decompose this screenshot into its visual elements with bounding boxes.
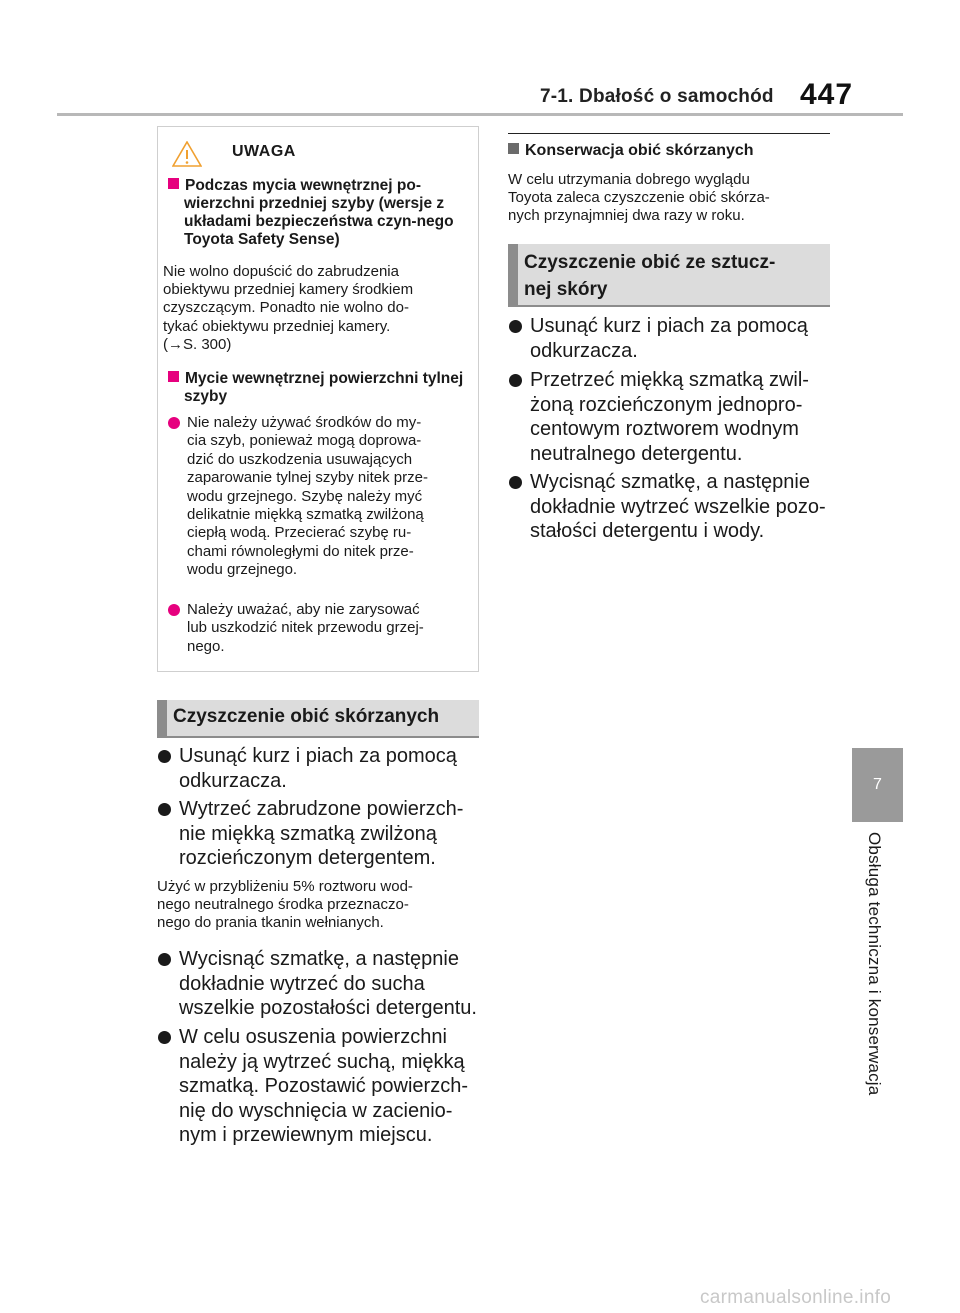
maintenance-body xyxy=(508,171,770,225)
bullet-dot-icon xyxy=(509,374,522,387)
bullet-dot-icon xyxy=(158,803,171,816)
text-line: odkurzacza. xyxy=(530,339,638,362)
square-bullet-icon xyxy=(168,371,179,382)
text-line: cia szyb, ponieważ mogą doprowa- xyxy=(187,432,422,450)
bullet-dot-icon xyxy=(158,750,171,763)
watermark: carmanualsonline.info xyxy=(700,1287,892,1308)
text-line: obiektywu przedniej kamery środkiem xyxy=(163,281,414,299)
text-line: żoną rozcieńczonym jednopro- xyxy=(530,393,803,416)
text-line: delikatnie miękką szmatką zwilżoną xyxy=(187,506,424,524)
leather-step-4 xyxy=(157,1025,487,1148)
synthetic-step-1 xyxy=(508,314,838,363)
text-line: Czyszczenie obić ze sztucz- xyxy=(524,252,776,273)
subsection-rule xyxy=(508,133,830,134)
text-line: nego. xyxy=(187,637,225,655)
text-line: należy ją wytrzeć suchą, miękką xyxy=(179,1050,465,1073)
text-line: wodu grzejnego. xyxy=(187,561,298,579)
text-line: Wycisnąć szmatkę, a następnie xyxy=(179,948,459,970)
warning-body-windshield xyxy=(163,263,413,354)
text-line: centowym roztworem wodnym xyxy=(530,418,799,441)
text-line: czyszczącym. Ponadto nie wolno do- xyxy=(163,299,409,317)
text-line: stałości detergentu i wody. xyxy=(530,520,765,543)
text-line: W celu utrzymania dobrego wyglądu xyxy=(508,171,750,188)
header-rule xyxy=(57,113,903,116)
text-line: dokładnie wytrzeć do sucha xyxy=(179,972,425,995)
warning-heading-rear-window: Mycie wewnętrznej powierzchni tylnej szyby xyxy=(168,370,484,406)
text-line: Nie należy używać środków do my- xyxy=(187,414,422,431)
warning-box xyxy=(157,126,479,672)
text-line: wodu grzejnego. Szybę należy myć xyxy=(187,487,423,505)
chapter-title: Obsługa techniczna i konserwacja xyxy=(865,832,884,1096)
bullet-dot-icon xyxy=(168,417,180,429)
text-line: dzić do uszkodzenia usuwających xyxy=(187,450,413,468)
text-line: neutralnego detergentu. xyxy=(530,442,743,465)
square-bullet-icon xyxy=(508,143,519,154)
text-line: tykać obiektywu przedniej kamery. xyxy=(163,317,391,335)
page-number: 447 xyxy=(800,78,854,111)
text-line: Usunąć kurz i piach za pomocą xyxy=(179,745,457,767)
warning-heading-windshield: Podczas mycia wewnętrznej po-wierzchni przedniej szyby (wersje z układami bezpieczeństwa czyn-nego Toyota Safety Sense) xyxy=(168,177,484,249)
text-line: nego neutralnego środka przeznaczo- xyxy=(157,896,409,913)
text-line: wszelkie pozostałości detergentu. xyxy=(179,997,477,1020)
section-title: 7-1. Dbałość o samochód xyxy=(540,86,774,107)
text-line: rozcieńczonym detergentem. xyxy=(179,847,436,870)
text-line: Usunąć kurz i piach za pomocą xyxy=(530,315,808,337)
text-line: nego do prania tkanin wełnianych. xyxy=(157,914,384,931)
square-bullet-icon xyxy=(168,178,179,189)
text-line: nym i przewiewnym miejscu. xyxy=(179,1124,433,1147)
bullet-dot-icon xyxy=(158,1031,171,1044)
text-line: Nie wolno dopuścić do zabrudzenia xyxy=(163,263,399,280)
text-line: Wycisnąć szmatkę, a następnie xyxy=(530,471,810,493)
text-line: W celu osuszenia powierzchni xyxy=(179,1026,447,1048)
bullet-dot-icon xyxy=(158,953,171,966)
text-line: odkurzacza. xyxy=(179,769,287,792)
bullet-dot-icon xyxy=(509,320,522,333)
text-line: nej skóry xyxy=(524,279,608,300)
synthetic-step-2 xyxy=(508,368,838,466)
warning-label: UWAGA xyxy=(232,143,296,160)
text-line: zaparowanie tylnej szyby nitek prze- xyxy=(187,469,428,487)
section-title-synthetic xyxy=(508,244,830,307)
text-line: Użyć w przybliżeniu 5% roztworu wod- xyxy=(157,878,413,895)
leather-step-1 xyxy=(157,744,487,793)
bullet-dot-icon xyxy=(168,604,180,616)
synthetic-step-3 xyxy=(508,470,838,544)
text-line: chami równoległymi do nitek prze- xyxy=(187,542,414,560)
text-line: lub uszkodzić nitek przewodu grzej- xyxy=(187,619,424,637)
text-line: nie miękką szmatką zwilżoną xyxy=(179,822,437,845)
chapter-number-tab[interactable]: 7 xyxy=(852,748,903,822)
text-line: szmatką. Pozostawić powierzch- xyxy=(179,1075,468,1098)
section-title-leather: Czyszczenie obić skórzanych xyxy=(157,700,479,738)
bullet-dot-icon xyxy=(509,476,522,489)
text-line: Przetrzeć miękką szmatką zwil- xyxy=(530,369,809,391)
warning-triangle-icon xyxy=(172,141,202,167)
warning-bullet-2 xyxy=(168,601,470,656)
text-line: ciepłą wodą. Przecierać szybę ru- xyxy=(187,524,412,542)
text-line: nię do wyschnięcia w zacienio- xyxy=(179,1099,453,1122)
leather-step-2 xyxy=(157,797,487,871)
text-line: Toyota zaleca czyszczenie obić skórza- xyxy=(508,189,770,206)
leather-note xyxy=(157,878,413,932)
subsection-heading-maintenance: Konserwacja obić skórzanych xyxy=(508,142,754,160)
warning-bullet-1 xyxy=(168,414,470,580)
text-line: (→S. 300) xyxy=(163,335,232,353)
leather-step-3 xyxy=(157,947,487,1021)
text-line: Wytrzeć zabrudzone powierzch- xyxy=(179,798,464,820)
text-line: nych przynajmniej dwa razy w roku. xyxy=(508,207,745,224)
text-line: Należy uważać, aby nie zarysować xyxy=(187,601,420,618)
text-line: dokładnie wytrzeć wszelkie pozo- xyxy=(530,495,826,518)
